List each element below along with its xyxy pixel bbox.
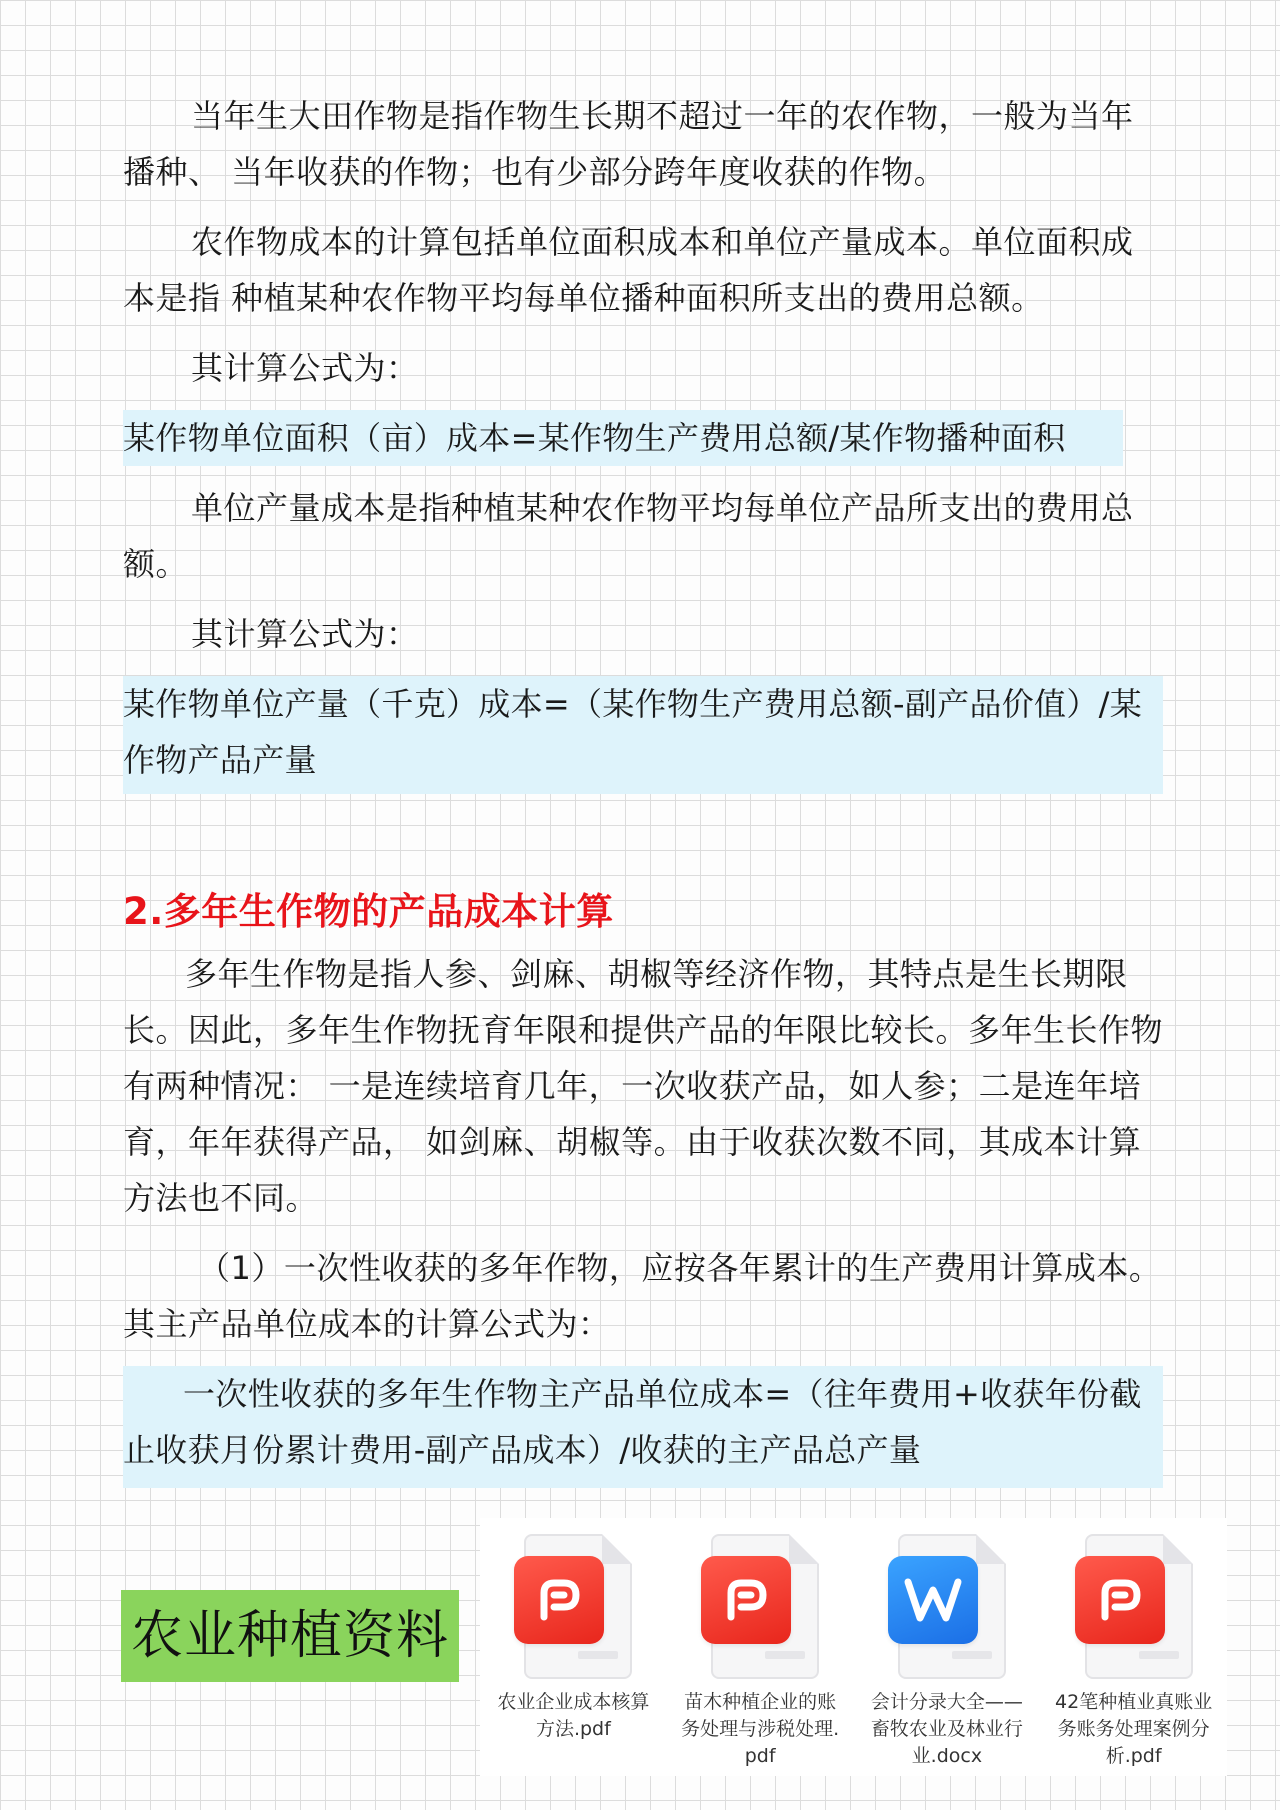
paragraph-unit-output-cost: 单位产量成本是指种植某种农作物平均每单位产品所支出的费用总额。 xyxy=(123,489,1134,583)
paragraph-perennial-crops: 多年生作物是指人参、剑麻、胡椒等经济作物，其特点是生长期限长。因此，多年生作物抚育年限和提供产品的年限比较长。多年生长作物有两种情况： 一是连续培育几年，一次收获产品，如人参；二是连年培育，年年获得产品， 如剑麻、胡椒等。由于收获次数不同，其成本计算方法也不同。 xyxy=(123,955,1164,1217)
formula-area-cost: 某作物单位面积（亩）成本=某作物生产费用总额/某作物播种面积 xyxy=(123,410,1123,466)
section-heading: 2.多年生作物的产品成本计算 xyxy=(123,890,614,933)
file-name: 会计分录大全——畜牧农业及林业行业.docx xyxy=(870,1691,1023,1767)
paragraph-annual-crops: 当年生大田作物是指作物生长期不超过一年的农作物，一般为当年播种、 当年收获的作物；也有少部分跨年度收获的作物。 xyxy=(123,97,1134,191)
agriculture-materials-badge: 农业种植资料 xyxy=(121,1590,459,1682)
file-name: 苗木种植企业的账务处理与涉税处理.pdf xyxy=(681,1691,840,1767)
document-body xyxy=(123,88,1163,1502)
formula-perennial-cost: 一次性收获的多年生作物主产品单位成本=（往年费用+收获年份截止收获月份累计费用-副产品成本）/收获的主产品总产量 xyxy=(123,1366,1163,1488)
file-attachments xyxy=(480,1518,1227,1776)
file-item[interactable] xyxy=(488,1534,658,1776)
file-name: 42笔种植业真账业务账务处理案例分析.pdf xyxy=(1055,1691,1213,1767)
formula-intro-2: 其计算公式为： xyxy=(191,615,419,653)
pdf-icon xyxy=(514,1534,632,1679)
file-item[interactable] xyxy=(862,1534,1032,1776)
paragraph-cost-calculation: 农作物成本的计算包括单位面积成本和单位产量成本。单位面积成本是指 种植某种农作物平均每单位播种面积所支出的费用总额。 xyxy=(123,223,1134,317)
word-icon xyxy=(888,1534,1006,1679)
file-item[interactable] xyxy=(1049,1534,1219,1776)
file-name: 农业企业成本核算方法.pdf xyxy=(497,1691,650,1740)
pdf-icon xyxy=(701,1534,819,1679)
paragraph-one-time-harvest: （1）一次性收获的多年作物，应按各年累计的生产费用计算成本。其主产品单位成本的计算公式为： xyxy=(123,1249,1162,1343)
pdf-icon xyxy=(1075,1534,1193,1679)
formula-output-cost: 某作物单位产量（千克）成本=（某作物生产费用总额-副产品价值）/某作物产品产量 xyxy=(123,676,1163,794)
file-item[interactable] xyxy=(675,1534,845,1776)
formula-intro-1: 其计算公式为： xyxy=(191,349,419,387)
